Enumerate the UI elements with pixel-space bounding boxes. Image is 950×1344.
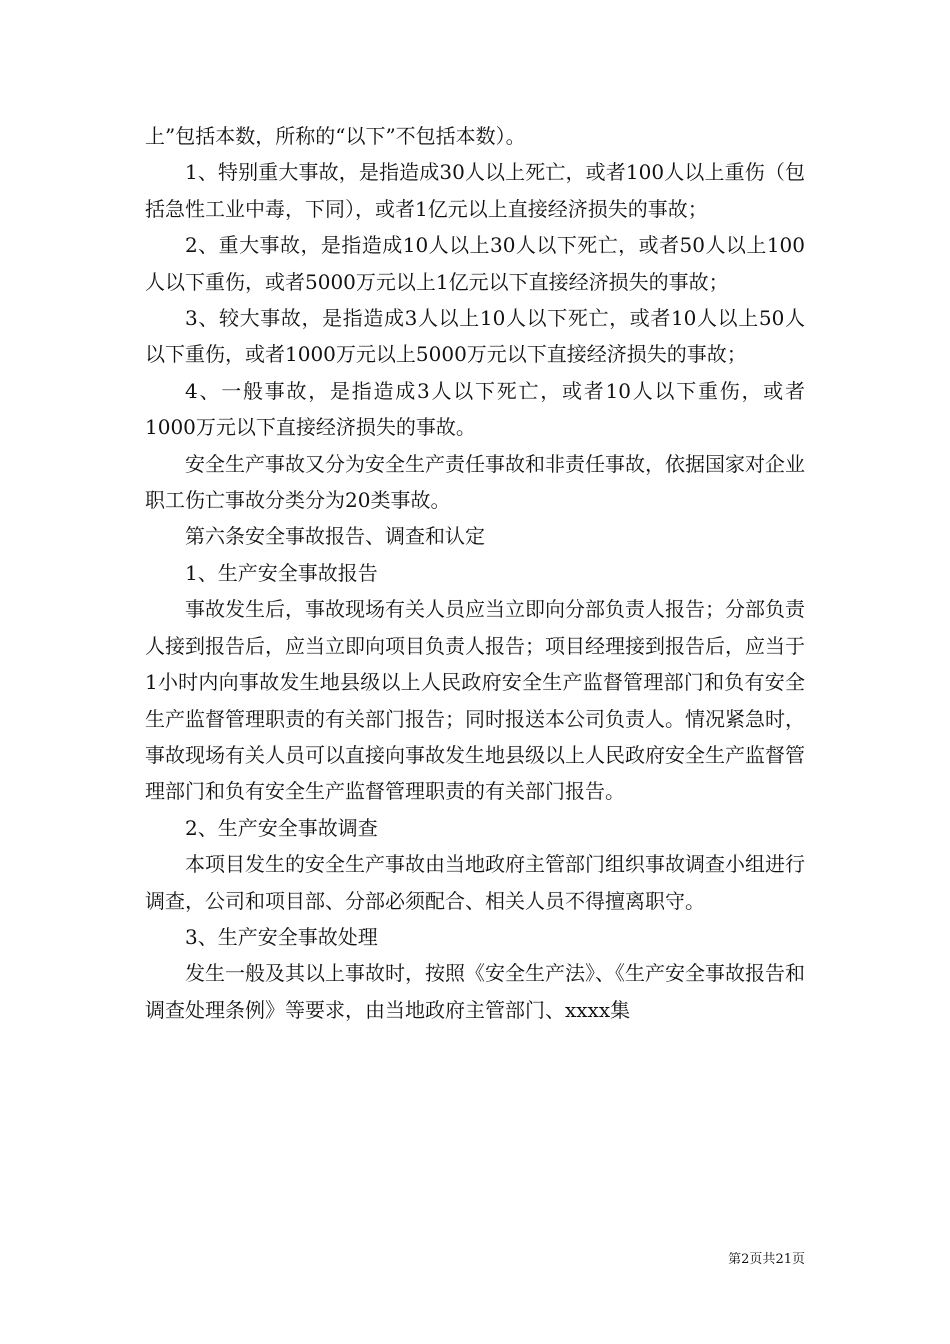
page-footer [728, 1248, 805, 1267]
paragraph-10: 本项目发生的安全生产事故由当地政府主管部门组织事故调查小组进行调查，公司和项目部、分部必须配合、相关人员不得擅离职守。 [145, 852, 805, 913]
body-text [145, 118, 805, 1028]
paragraph-5: 安全生产事故又分为安全生产责任事故和非责任事故，依据国家对企业职工伤亡事故分类分为20类事故。 [145, 451, 805, 513]
paragraph-4: 4、一般事故，是指造成3人以下死亡，或者10人以下重伤，或者1000万元以下直接经济损失的事故。 [145, 378, 805, 440]
paragraph-8: 事故发生后，事故现场有关人员应当立即向分部负责人报告；分部负责人接到报告后，应当立即向项目负责人报告；项目经理接到报告后，应当于1小时内向事故发生地县级以上人民政府安全生产监督管理部门和负有安全生产监督管理职责的有关部门报告；同时报送本公司负责人。情况紧急时，事故现场有关人员可以直接向事故发生地县级以上人民政府安全生产监督管理部门和负有安全生产监督管理职责的有关部门报告。 [145, 597, 805, 804]
footer-current-page: 2 [741, 1252, 750, 1267]
footer-suffix: 页 [791, 1252, 805, 1267]
paragraph-1: 1、特别重大事故，是指造成30人以上死亡，或者100人以上重伤（包括急性工业中毒，下同），或者1亿元以上直接经济损失的事故； [145, 160, 805, 221]
subheading-handling: 3、生产安全事故处理 [185, 924, 378, 949]
section-heading: 第六条安全事故报告、调查和认定 [185, 524, 485, 549]
footer-prefix: 第 [728, 1252, 742, 1267]
footer-middle: 页共 [749, 1252, 776, 1267]
footer-total-pages: 21 [775, 1252, 792, 1267]
paragraph-2: 2、重大事故，是指造成10人以上30人以下死亡，或者50人以上100人以下重伤，或者5000万元以上1亿元以下直接经济损失的事故； [145, 233, 805, 294]
paragraph-12: 发生一般及其以上事故时，按照《安全生产法》、《生产安全事故报告和调查处理条例》等要求，由当地政府主管部门、xxxx集 [145, 961, 805, 1022]
paragraph-3: 3、较大事故，是指造成3人以上10人以下死亡，或者10人以上50人以下重伤，或者1000万元以上5000万元以下直接经济损失的事故； [145, 306, 805, 367]
subheading-investigation: 2、生产安全事故调查 [185, 815, 378, 840]
subheading-report: 1、生产安全事故报告 [185, 560, 378, 585]
paragraph-0: 上”包括本数，所称的“以下”不包括本数）。 [145, 124, 526, 148]
